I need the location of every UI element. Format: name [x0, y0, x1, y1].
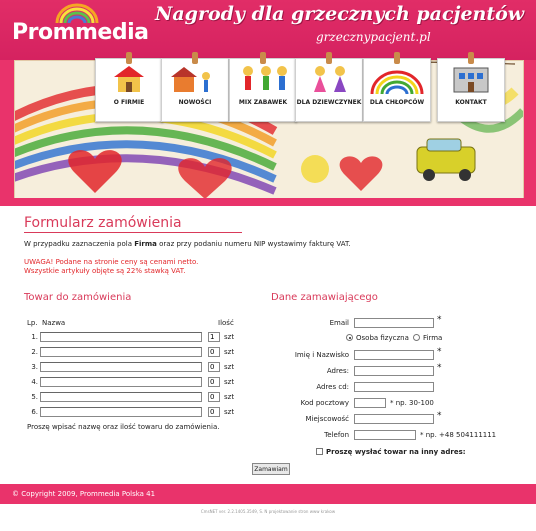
page-title: Formularz zamówienia — [24, 215, 182, 231]
nav-dla-dziewczynek[interactable] — [295, 58, 363, 122]
vat-info-text — [24, 240, 351, 248]
header-bottom-bar — [0, 198, 536, 206]
nav-mix-zabawek[interactable] — [229, 58, 297, 122]
order-section-title: Towar do zamówienia — [24, 292, 132, 303]
info-text-after: oraz przy podaniu numeru NIP wystawimy fakturę VAT. — [156, 240, 351, 248]
item-qty-input[interactable] — [208, 392, 220, 402]
other-address-checkbox[interactable] — [316, 448, 323, 455]
city-label: Miejscowość — [305, 415, 349, 423]
radio-company-label: Firma — [423, 334, 443, 342]
required-mark: * — [437, 315, 442, 325]
kids-drawing-icon — [234, 62, 292, 96]
copyright-text: © Copyright 2009, Prommedia Polska 41 — [12, 490, 156, 498]
row-number: 2. — [31, 348, 38, 356]
col-header-qty: Ilość — [218, 319, 234, 327]
item-qty-input[interactable] — [208, 407, 220, 417]
row-number: 5. — [31, 393, 38, 401]
email-label: Email — [329, 319, 349, 327]
radio-company[interactable] — [413, 334, 420, 341]
cms-credit-text[interactable]: CmsNET ver. 2.2.1405.3549, S. N projektowanie stron www krakow — [200, 509, 336, 514]
email-field[interactable] — [354, 318, 434, 328]
info-text-before: W przypadku zaznaczenia pola — [24, 240, 135, 248]
address-field[interactable] — [354, 366, 434, 376]
item-qty-input[interactable] — [208, 377, 220, 387]
order-hint-text: Proszę wpisać nazwę oraz ilość towaru do zamówienia. — [27, 423, 220, 431]
item-name-input[interactable] — [40, 407, 202, 417]
col-header-lp: Lp. — [27, 319, 38, 327]
title-underline — [24, 232, 242, 233]
unit-label: szt — [224, 333, 235, 341]
warning-line-2: Wszystkie artykuły objęte są 22% stawką VAT. — [24, 267, 186, 275]
required-mark: * — [437, 363, 442, 373]
logo-text: Prommedia — [12, 20, 149, 45]
nav-label: DLA CHŁOPCÓW — [369, 99, 425, 106]
city-field[interactable] — [354, 414, 434, 424]
family-house-drawing-icon — [166, 62, 224, 96]
phone-hint: * np. +48 504111111 — [420, 431, 497, 439]
postcode-label: Kod pocztowy — [300, 399, 349, 407]
item-qty-input[interactable] — [208, 347, 220, 357]
rainbow-drawing-icon — [368, 62, 426, 96]
item-name-input[interactable] — [40, 377, 202, 387]
warning-line-1: UWAGA! Podane na stronie ceny są cenami netto. — [24, 258, 199, 266]
phone-field[interactable] — [354, 430, 416, 440]
other-address-label: Proszę wysłać towar na inny adres: — [326, 448, 466, 456]
address-label: Adres: — [326, 367, 349, 375]
item-name-input[interactable] — [40, 362, 202, 372]
unit-label: szt — [224, 363, 235, 371]
row-number: 4. — [31, 378, 38, 386]
nav-label: DLA DZIEWCZYNEK — [296, 99, 362, 106]
row-number: 1. — [31, 333, 38, 341]
radio-person-label: Osoba fizyczna — [356, 334, 409, 342]
col-header-name: Nazwa — [42, 319, 66, 327]
site-title: Nagrody dla grzecznych pacjentów — [155, 3, 525, 25]
order-submit-button[interactable]: Zamawiam — [252, 463, 290, 475]
nav-kontakt[interactable] — [437, 58, 505, 122]
footer-bar — [0, 484, 536, 504]
house-drawing-icon — [100, 62, 158, 96]
full-name-field[interactable] — [354, 350, 434, 360]
nav-o-firmie[interactable] — [95, 58, 163, 122]
item-qty-input[interactable] — [208, 332, 220, 342]
phone-label: Telefon — [324, 431, 349, 439]
warning-text — [24, 258, 198, 276]
site-url: grzecznypacjent.pl — [316, 30, 431, 44]
unit-label: szt — [224, 393, 235, 401]
unit-label: szt — [224, 408, 235, 416]
info-text-bold: Firma — [134, 240, 157, 248]
required-mark: * — [437, 347, 442, 357]
girls-drawing-icon — [300, 62, 358, 96]
nav-label: MIX ZABAWEK — [238, 99, 288, 106]
unit-label: szt — [224, 348, 235, 356]
item-qty-input[interactable] — [208, 362, 220, 372]
building-drawing-icon — [442, 62, 500, 96]
address2-label: Adres cd: — [316, 383, 349, 391]
nav-dla-chlopcow[interactable] — [363, 58, 431, 122]
order-form-section — [0, 206, 536, 484]
nav-label: NOWOŚCI — [178, 99, 212, 106]
customer-section-title: Dane zamawiającego — [271, 292, 378, 303]
postcode-field[interactable] — [354, 398, 386, 408]
required-mark: * — [437, 411, 442, 421]
header-banner — [0, 0, 536, 206]
unit-label: szt — [224, 378, 235, 386]
nav-nowosci[interactable] — [161, 58, 229, 122]
item-name-input[interactable] — [40, 332, 202, 342]
row-number: 3. — [31, 363, 38, 371]
nav-label: O FIRMIE — [113, 99, 145, 106]
address2-field[interactable] — [354, 382, 434, 392]
row-number: 6. — [31, 408, 38, 416]
item-name-input[interactable] — [40, 347, 202, 357]
item-name-input[interactable] — [40, 392, 202, 402]
postcode-hint: * np. 30-100 — [390, 399, 434, 407]
radio-person[interactable] — [346, 334, 353, 341]
nav-label: KONTAKT — [455, 99, 487, 106]
full-name-label: Imię i Nazwisko — [294, 351, 349, 359]
